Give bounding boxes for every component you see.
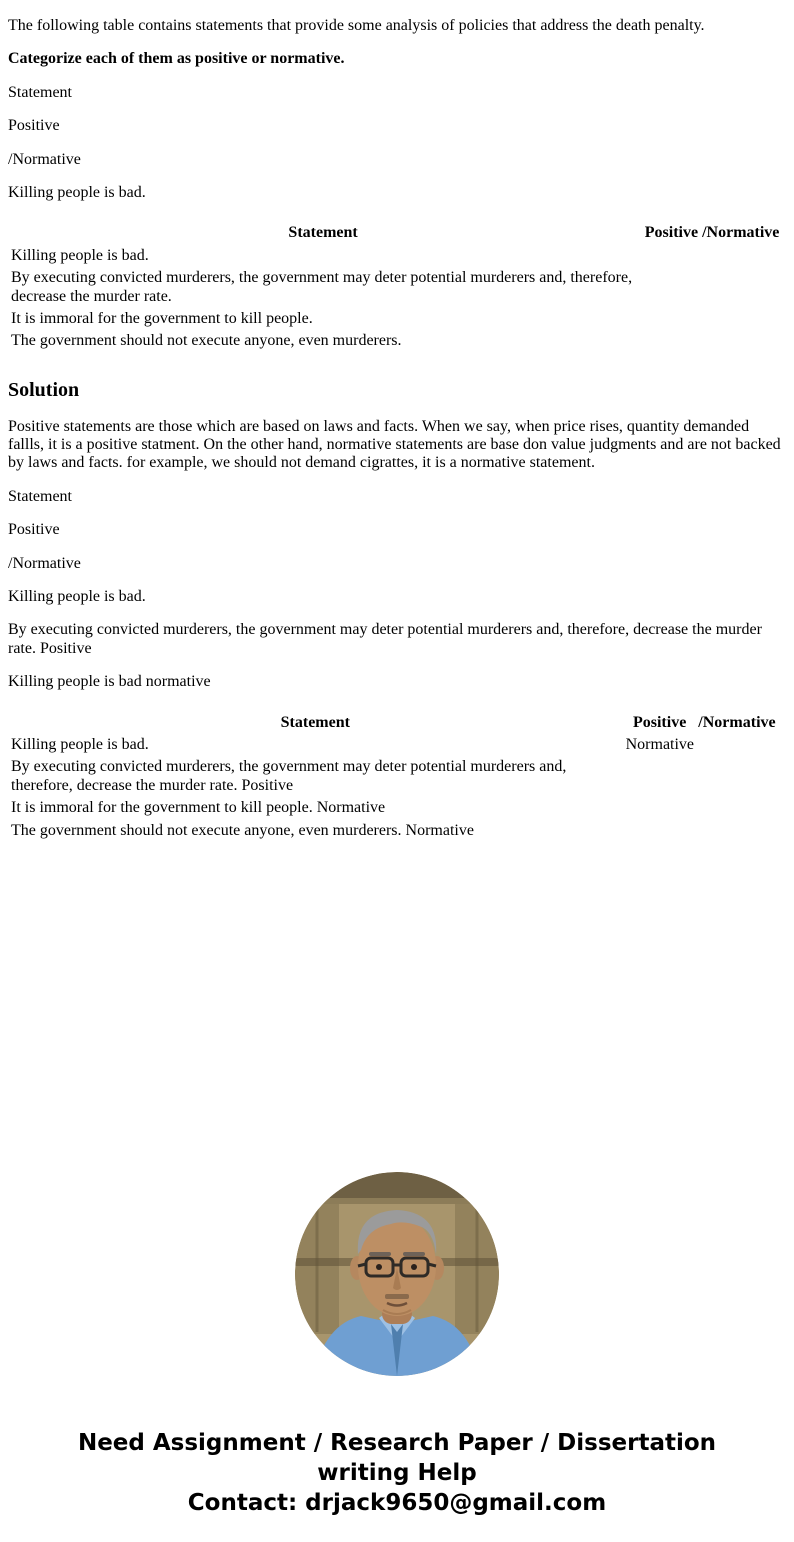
table-row <box>8 734 786 756</box>
statement-cell: It is immoral for the government to kill people. <box>11 309 313 327</box>
table-header-row <box>8 712 786 734</box>
footer-contact-email: Contact: drjack9650@gmail.com <box>187 1489 607 1516</box>
footer-banner <box>8 1428 786 1542</box>
label-statement: Statement <box>8 83 72 101</box>
column-header-statement: Statement <box>280 713 350 731</box>
classification-cell <box>623 797 786 819</box>
solution-work-line: By executing convicted murderers, the government may deter potential murderers and, therefore, decrease the murder rate. Positive <box>8 621 762 657</box>
solution-explanation: Positive statements are those which are based on laws and facts. When we say, when price rises, quantity demanded fallls, it is a positive statment. On the other hand, normative statements are base don value judgments and are not backed by laws and facts. for example, we should not demand cigrattes, it is a normative statement. <box>8 417 781 472</box>
solution-heading: Solution <box>8 378 80 401</box>
table-header-row <box>8 222 786 244</box>
first-statement-text: Killing people is bad. <box>8 588 146 606</box>
label-statement: Statement <box>8 487 72 505</box>
classification-cell <box>638 308 786 330</box>
statement-cell: Killing people is bad. <box>11 246 149 264</box>
first-statement-text: Killing people is bad. <box>8 183 146 201</box>
statement-cell: It is immoral for the government to kill people. Normative <box>11 799 386 817</box>
statements-table-question <box>8 222 786 352</box>
classification-cell <box>638 330 786 352</box>
table-row <box>8 797 786 819</box>
label-positive: Positive <box>8 117 60 135</box>
statement-cell: The government should not execute anyone, even murderers. Normative <box>11 821 474 839</box>
statement-cell: Killing people is bad. <box>11 735 149 753</box>
avatar-section <box>8 1172 786 1376</box>
table-row <box>8 245 786 267</box>
table-row <box>8 820 786 842</box>
label-positive: Positive <box>8 521 60 539</box>
column-header-classification: Positive /Normative <box>632 713 776 731</box>
classification-cell <box>638 245 786 267</box>
statements-table-answer <box>8 712 786 842</box>
footer-line: Need Assignment / Research Paper / Dissertation <box>77 1429 717 1456</box>
prompt-text: Categorize each of them as positive or normative. <box>8 50 345 68</box>
footer-line: writing Help <box>317 1459 477 1486</box>
column-header-classification: Positive /Normative <box>644 224 780 242</box>
classification-cell <box>638 267 786 308</box>
table-row <box>8 308 786 330</box>
table-row <box>8 267 786 308</box>
table-row <box>8 330 786 352</box>
intro-text: The following table contains statements that provide some analysis of policies that address the death penalty. <box>8 17 705 34</box>
table-row <box>8 756 786 797</box>
column-header-statement: Statement <box>288 224 358 242</box>
classification-cell <box>623 820 786 842</box>
statement-cell: By executing convicted murderers, the government may deter potential murderers and, therefore, decrease the murder rate. <box>11 269 633 305</box>
statement-cell: The government should not execute anyone, even murderers. <box>11 332 402 350</box>
tutor-photo <box>295 1172 499 1376</box>
classification-cell: Normative <box>625 735 695 753</box>
label-normative: /Normative <box>8 150 81 168</box>
classification-cell <box>623 756 786 797</box>
tutor-photo-illustration <box>295 1172 499 1376</box>
solution-work-line: Killing people is bad normative <box>8 673 211 691</box>
label-normative: /Normative <box>8 554 81 572</box>
statement-cell: By executing convicted murderers, the government may deter potential murderers and, therefore, decrease the murder rate. Positive <box>11 758 567 794</box>
